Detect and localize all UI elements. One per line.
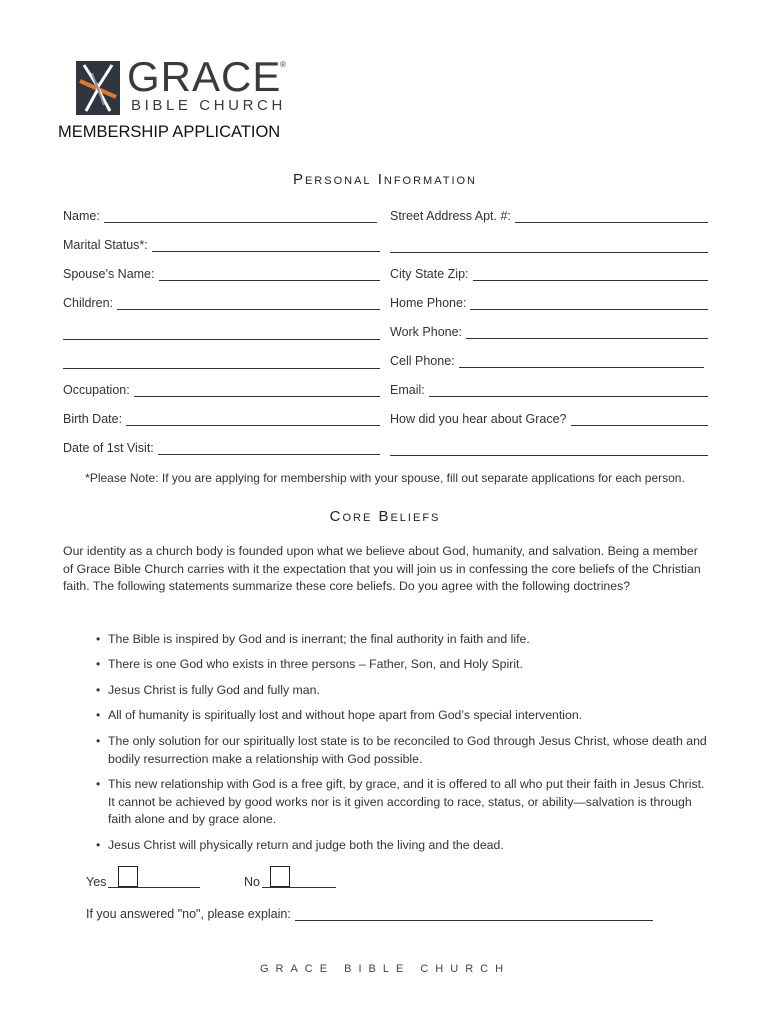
birth-date-label: Birth Date:: [63, 412, 123, 426]
list-item: • Jesus Christ will physically return and judge both the living and the dead.: [96, 838, 504, 852]
home-phone-label: Home Phone:: [390, 296, 467, 310]
cell-phone-field[interactable]: [390, 355, 704, 368]
spouse-note: *Please Note: If you are applying for membership with your spouse, fill out separate applications for each person.: [85, 471, 685, 485]
yes-option: [86, 864, 200, 888]
logo-subtitle: BIBLE CHURCH: [131, 97, 286, 114]
list-item: • This new relationship with God is a free gift, by grace, and it is offered to all who put their faith in Jesus Christ. It cannot be achieved by good works nor is it given according to race, status, or ability—salvation is through faith alone and by grace alone.: [96, 777, 705, 826]
list-item: • Jesus Christ is fully God and fully man.: [96, 683, 320, 697]
yes-label: Yes: [86, 874, 107, 889]
hear-about-line-2[interactable]: [390, 455, 708, 456]
email-label: Email:: [390, 383, 425, 397]
explain-label: If you answered "no", please explain:: [86, 907, 291, 921]
children-label: Children:: [63, 296, 114, 310]
occupation-field[interactable]: [63, 384, 380, 397]
city-state-zip-label: City State Zip:: [390, 267, 469, 281]
birth-date-field[interactable]: [63, 413, 380, 426]
marital-status-field[interactable]: [63, 239, 380, 252]
personal-info-heading: Personal Information: [292, 171, 478, 188]
list-item: • There is one God who exists in three persons – Father, Son, and Holy Spirit.: [96, 657, 523, 671]
registered-mark: ®: [280, 60, 286, 69]
children-line-2[interactable]: [63, 339, 380, 340]
page-footer: GRACE BIBLE CHURCH: [259, 963, 511, 975]
page-title: MEMBERSHIP APPLICATION: [58, 123, 281, 141]
name-field[interactable]: [63, 210, 377, 223]
beliefs-intro: Our identity as a church body is founded upon what we believe about God, humanity, and salvation. Being a member of Grace Bible Church carries with it the expectation that you will join us in confessing the core beliefs of the Christian faith. The following statements summarize these core beliefs. Do you agree with the following doctrines?: [63, 544, 701, 593]
list-item: • All of humanity is spiritually lost and without hope apart from God’s special intervention.: [96, 708, 583, 722]
first-visit-field[interactable]: [63, 442, 380, 455]
no-option: [244, 864, 336, 888]
email-field[interactable]: [390, 384, 708, 397]
marital-status-label: Marital Status*:: [63, 238, 148, 252]
core-beliefs-heading: Core Beliefs: [329, 508, 441, 525]
home-phone-field[interactable]: [390, 297, 708, 310]
no-label: No: [244, 874, 260, 889]
hear-about-field[interactable]: [390, 413, 708, 426]
no-checkbox[interactable]: [270, 866, 290, 887]
street-address-line-2[interactable]: [390, 252, 708, 253]
cell-phone-label: Cell Phone:: [390, 354, 455, 368]
occupation-label: Occupation:: [63, 383, 130, 397]
children-line-3[interactable]: [63, 368, 380, 369]
spouse-name-field[interactable]: [63, 268, 380, 281]
logo-wordmark: GRACE: [127, 53, 282, 100]
work-phone-field[interactable]: [390, 326, 708, 339]
yes-checkbox[interactable]: [118, 866, 138, 887]
list-item: • The only solution for our spiritually lost state is to be reconciled to God through Jesus Christ, whose death and bodily resurrection make a relationship with God possible.: [96, 734, 707, 766]
city-state-zip-field[interactable]: [390, 268, 708, 281]
street-address-field[interactable]: [390, 210, 708, 223]
name-label: Name:: [63, 209, 100, 223]
church-logo-icon: [76, 61, 120, 115]
work-phone-label: Work Phone:: [390, 325, 463, 339]
first-visit-label: Date of 1st Visit:: [63, 441, 154, 455]
spouse-name-label: Spouse’s Name:: [63, 267, 155, 281]
hear-about-label: How did you hear about Grace?: [390, 412, 567, 426]
list-item: • The Bible is inspired by God and is inerrant; the final authority in faith and life.: [96, 632, 530, 646]
street-address-label: Street Address Apt. #:: [390, 209, 511, 223]
children-field[interactable]: [63, 297, 380, 310]
explain-field[interactable]: [86, 908, 653, 921]
